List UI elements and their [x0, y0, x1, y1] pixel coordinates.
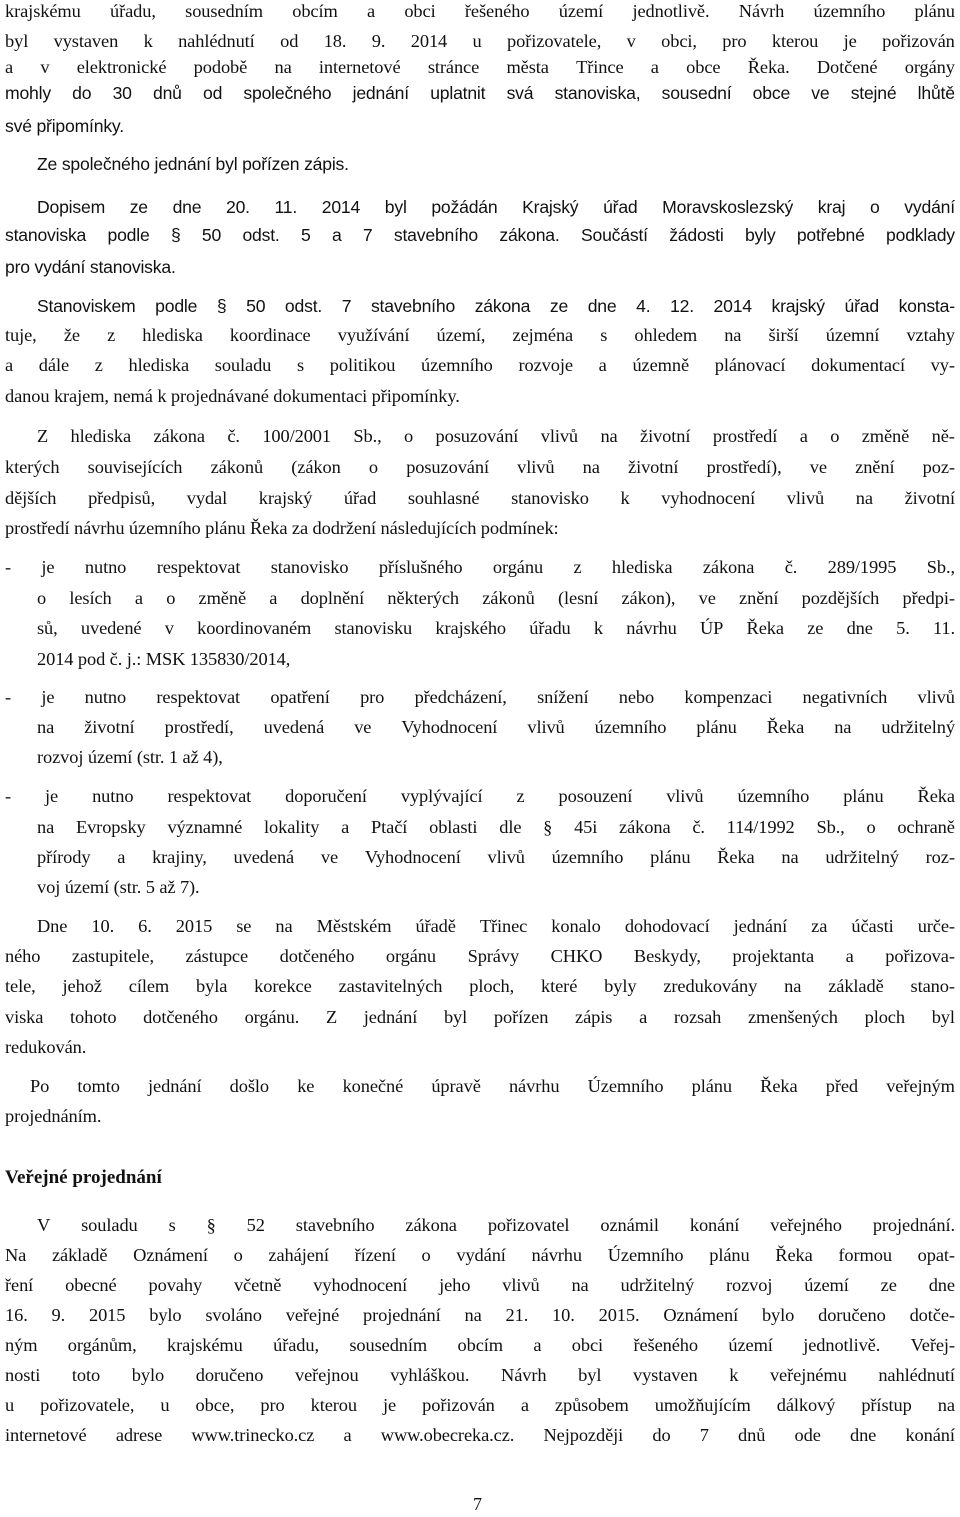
text-line: a dále z hlediska souladu s politikou územního rozvoje a územně plánovací dokumentací vy-: [5, 355, 955, 375]
text-line: na Evropsky významné lokality a Ptačí oblasti dle § 45i zákona č. 114/1992 Sb., o ochraně: [37, 817, 955, 837]
list-item: - je nutno respektovat stanovisko příslušného orgánu z hlediska zákona č. 289/1995 Sb.,: [5, 557, 955, 577]
text-line: mohly do 30 dnů od společného jednání uplatnit svá stanoviska, sousední obce ve stejné lhůtě: [5, 83, 955, 103]
text-line: o lesích a o změně a doplnění některých zákonů (lesní zákon), ve znění pozdějších předpi-: [37, 588, 955, 608]
text-line: ření obecné povahy včetně vyhodnocení jeho vlivů na udržitelný rozvoj území ze dne: [5, 1275, 955, 1295]
text-line: voj území (str. 5 až 7).: [37, 877, 200, 897]
text-line: byl vystaven k nahlédnutí od 18. 9. 2014 u pořizovatele, v obci, pro kterou je pořizován: [5, 31, 955, 51]
text-line: Ze společného jednání byl pořízen zápis.: [37, 154, 349, 174]
text-line: redukován.: [5, 1037, 87, 1057]
text-line: Na základě Oznámení o zahájení řízení o vydání návrhu Územního plánu Řeka formou opat-: [5, 1245, 955, 1265]
text-line: V souladu s § 52 stavebního zákona pořizovatel oznámil konání veřejného projednání.: [37, 1215, 955, 1235]
text-line: stanoviska podle § 50 odst. 5 a 7 stavebního zákona. Součástí žádosti byly potřebné podklady: [5, 225, 955, 245]
text-line: své připomínky.: [5, 116, 124, 136]
text-line: krajskému úřadu, sousedním obcím a obci řešeného území jednotlivě. Návrh územního plánu: [5, 1, 955, 21]
text-line: u pořizovatele, u obce, pro kterou je pořizován a způsobem umožňujícím dálkový přístup na: [5, 1395, 955, 1415]
text-line: pro vydání stanoviska.: [5, 257, 176, 277]
text-line: viska tohoto dotčeného orgánu. Z jednání byl pořízen zápis a rozsah zmenšených ploch byl: [5, 1007, 955, 1027]
text-line: 2014 pod č. j.: MSK 135830/2014,: [37, 649, 291, 669]
text-line: rozvoj území (str. 1 až 4),: [37, 747, 223, 767]
text-line: dějších předpisů, vydal krajský úřad souhlasné stanovisko k vyhodnocení vlivů na životní: [5, 488, 955, 508]
text-line: tuje, že z hlediska koordinace využívání území, zejména s ohledem na širší územní vztahy: [5, 325, 955, 345]
text-line: přírody a krajiny, uvedená ve Vyhodnocení vlivů územního plánu Řeka na udržitelný roz-: [37, 847, 955, 867]
page-number: 7: [473, 1494, 482, 1514]
text-line: Dne 10. 6. 2015 se na Městském úřadě Třinec konalo dohodovací jednání za účasti urče-: [37, 916, 955, 936]
text-line: ným orgánům, krajskému úřadu, sousedním obcím a obci řešeného území jednotlivě. Veřej-: [5, 1335, 955, 1355]
text-line: nosti toto bylo doručeno veřejnou vyhláškou. Návrh byl vystaven k veřejnému nahlédnutí: [5, 1365, 955, 1385]
text-line: 16. 9. 2015 bylo svoláno veřejné projednání na 21. 10. 2015. Oznámení bylo doručeno dotče-: [5, 1305, 955, 1325]
text-line: ného zastupitele, zástupce dotčeného orgánu Správy CHKO Beskydy, projektanta a pořizova-: [5, 946, 955, 966]
text-line: tele, jehož cílem byla korekce zastavitelných ploch, které byly zredukovány na základě stano-: [5, 976, 955, 996]
section-heading: Veřejné projednání: [5, 1167, 162, 1188]
text-line: kterých souvisejících zákonů (zákon o posuzování vlivů na životní prostředí), ve znění poz-: [5, 457, 955, 477]
text-line: prostředí návrhu územního plánu Řeka za dodržení následujících podmínek:: [5, 518, 559, 538]
text-line: internetové adrese www.trinecko.cz a www.obecreka.cz. Nejpozději do 7 dnů ode dne konání: [5, 1425, 955, 1445]
text-line: sů, uvedené v koordinovaném stanovisku krajského úřadu k návrhu ÚP Řeka ze dne 5. 11.: [37, 618, 955, 638]
text-line: Dopisem ze dne 20. 11. 2014 byl požádán Krajský úřad Moravskoslezský kraj o vydání: [37, 197, 955, 217]
text-line: na životní prostředí, uvedená ve Vyhodnocení vlivů územního plánu Řeka na udržitelný: [37, 717, 955, 737]
text-line: danou krajem, nemá k projednávané dokumentaci připomínky.: [5, 386, 460, 406]
list-item: - je nutno respektovat doporučení vyplývající z posouzení vlivů územního plánu Řeka: [5, 786, 955, 806]
list-item: - je nutno respektovat opatření pro předcházení, snížení nebo kompenzaci negativních vlivů: [5, 687, 955, 707]
text-line: Stanoviskem podle § 50 odst. 7 stavebního zákona ze dne 4. 12. 2014 krajský úřad konsta-: [37, 296, 955, 316]
text-line: projednáním.: [5, 1106, 102, 1126]
text-line: Z hlediska zákona č. 100/2001 Sb., o posuzování vlivů na životní prostředí a o změně ně-: [37, 426, 955, 446]
text-line: Po tomto jednání došlo ke konečné úpravě návrhu Územního plánu Řeka před veřejným: [30, 1076, 955, 1096]
text-line: a v elektronické podobě na internetové stránce města Třince a obce Řeka. Dotčené orgány: [5, 57, 955, 77]
